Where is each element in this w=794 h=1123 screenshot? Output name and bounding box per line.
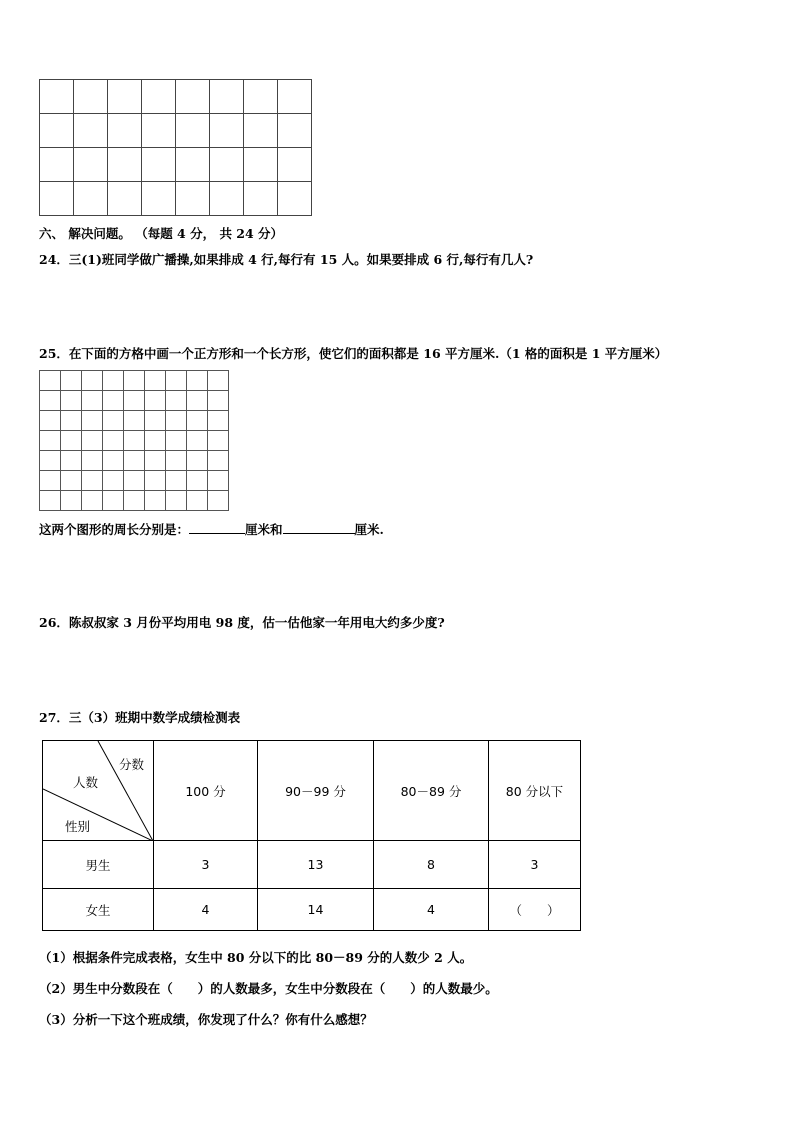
drawing-grid-cell[interactable] xyxy=(103,491,124,511)
top-grid-cell xyxy=(176,148,210,182)
drawing-grid-cell[interactable] xyxy=(40,411,61,431)
top-grid-cell xyxy=(74,114,108,148)
drawing-grid[interactable] xyxy=(39,370,229,511)
cell-boys-100: 3 xyxy=(154,841,258,889)
top-grid-cell xyxy=(40,182,74,216)
top-grid-cell xyxy=(278,148,312,182)
row-label-boys: 男生 xyxy=(43,841,154,889)
cell-girls-90-99: 14 xyxy=(258,889,374,931)
header-diagonal-cell xyxy=(43,741,154,841)
col-header-100: 100 分 xyxy=(154,741,258,841)
drawing-grid-cell[interactable] xyxy=(82,491,103,511)
drawing-grid-cell[interactable] xyxy=(124,371,145,391)
drawing-grid-row xyxy=(40,391,229,411)
drawing-grid-cell[interactable] xyxy=(61,371,82,391)
drawing-grid-cell[interactable] xyxy=(61,491,82,511)
top-grid-cell xyxy=(74,148,108,182)
drawing-grid-row xyxy=(40,491,229,511)
drawing-grid-cell[interactable] xyxy=(145,451,166,471)
cell-girls-80-89: 4 xyxy=(374,889,489,931)
drawing-grid-cell[interactable] xyxy=(40,491,61,511)
drawing-grid-cell[interactable] xyxy=(82,411,103,431)
drawing-grid-cell[interactable] xyxy=(124,451,145,471)
drawing-grid-cell[interactable] xyxy=(40,391,61,411)
question-27-title: 27．三（3）班期中数学成绩检测表 xyxy=(39,710,241,725)
drawing-grid-cell[interactable] xyxy=(61,391,82,411)
perimeter-mid: 厘米和 xyxy=(245,522,283,537)
top-grid-cell xyxy=(278,80,312,114)
drawing-grid-cell[interactable] xyxy=(103,391,124,411)
top-grid-row xyxy=(40,114,312,148)
drawing-grid-cell[interactable] xyxy=(61,411,82,431)
drawing-grid-cell[interactable] xyxy=(166,391,187,411)
cell-boys-90-99: 13 xyxy=(258,841,374,889)
col-header-90-99: 90－99 分 xyxy=(258,741,374,841)
drawing-grid-cell[interactable] xyxy=(187,391,208,411)
perimeter-blank-1[interactable] xyxy=(189,521,245,534)
drawing-grid-cell[interactable] xyxy=(103,371,124,391)
drawing-grid-cell[interactable] xyxy=(82,391,103,411)
drawing-grid-cell[interactable] xyxy=(187,491,208,511)
drawing-grid-cell[interactable] xyxy=(145,431,166,451)
top-grid-row xyxy=(40,80,312,114)
cell-girls-below-80[interactable]: （ ） xyxy=(489,889,581,931)
drawing-grid-cell[interactable] xyxy=(208,411,229,431)
drawing-grid-cell[interactable] xyxy=(145,371,166,391)
top-grid-cell xyxy=(278,114,312,148)
top-grid-cell xyxy=(74,182,108,216)
drawing-grid-cell[interactable] xyxy=(82,471,103,491)
top-grid-cell xyxy=(176,182,210,216)
drawing-grid-cell[interactable] xyxy=(208,391,229,411)
drawing-grid-cell[interactable] xyxy=(145,471,166,491)
top-grid-cell xyxy=(244,80,278,114)
top-grid-cell xyxy=(108,114,142,148)
drawing-grid-cell[interactable] xyxy=(145,491,166,511)
drawing-grid-cell[interactable] xyxy=(187,371,208,391)
drawing-grid-cell[interactable] xyxy=(124,471,145,491)
top-grid-cell xyxy=(244,114,278,148)
drawing-grid-cell[interactable] xyxy=(166,431,187,451)
top-grid-cell xyxy=(176,80,210,114)
drawing-grid-cell[interactable] xyxy=(145,391,166,411)
drawing-grid-cell[interactable] xyxy=(166,491,187,511)
drawing-grid-cell[interactable] xyxy=(103,451,124,471)
top-grid-cell xyxy=(108,148,142,182)
top-grid xyxy=(39,79,312,216)
top-grid-cell xyxy=(210,148,244,182)
perimeter-blank-2[interactable] xyxy=(283,521,355,534)
drawing-grid-cell[interactable] xyxy=(82,371,103,391)
drawing-grid-cell[interactable] xyxy=(124,431,145,451)
drawing-grid-cell[interactable] xyxy=(103,471,124,491)
drawing-grid-cell[interactable] xyxy=(61,471,82,491)
top-grid-cell xyxy=(142,114,176,148)
drawing-grid-cell[interactable] xyxy=(124,391,145,411)
top-grid-cell xyxy=(108,80,142,114)
perimeter-suffix: 厘米. xyxy=(354,522,384,537)
drawing-grid-row xyxy=(40,451,229,471)
drawing-grid-cell[interactable] xyxy=(166,471,187,491)
cell-boys-80-89: 8 xyxy=(374,841,489,889)
drawing-grid-cell[interactable] xyxy=(187,471,208,491)
top-grid-cell xyxy=(142,182,176,216)
top-grid-cell xyxy=(210,114,244,148)
top-grid-cell xyxy=(176,114,210,148)
top-grid-cell xyxy=(40,148,74,182)
drawing-grid-row xyxy=(40,411,229,431)
drawing-grid-cell[interactable] xyxy=(208,371,229,391)
cell-boys-below-80: 3 xyxy=(489,841,581,889)
header-score-label: 分数 xyxy=(119,757,145,772)
drawing-grid-cell[interactable] xyxy=(187,411,208,431)
top-grid-cell xyxy=(108,182,142,216)
drawing-grid-cell[interactable] xyxy=(187,431,208,451)
drawing-grid-cell[interactable] xyxy=(208,431,229,451)
drawing-grid-cell[interactable] xyxy=(40,431,61,451)
drawing-grid-cell[interactable] xyxy=(187,451,208,471)
drawing-grid-cell[interactable] xyxy=(124,491,145,511)
sub-question-2: （2）男生中分数段在（ ）的人数最多，女生中分数段在（ ）的人数最少。 xyxy=(39,981,498,996)
drawing-grid-cell[interactable] xyxy=(82,451,103,471)
drawing-grid-cell[interactable] xyxy=(61,451,82,471)
top-grid-cell xyxy=(210,80,244,114)
top-grid-row xyxy=(40,182,312,216)
score-table xyxy=(42,740,581,931)
header-people-label: 人数 xyxy=(73,775,99,790)
header-gender-label: 性别 xyxy=(65,819,91,834)
top-grid-cell xyxy=(244,148,278,182)
question-25: 25．在下面的方格中画一个正方形和一个长方形，使它们的面积都是 16 平方厘米.（1 格的面积是 1 平方厘米） xyxy=(39,346,668,361)
drawing-grid-cell[interactable] xyxy=(166,371,187,391)
drawing-grid-cell[interactable] xyxy=(103,411,124,431)
col-header-below-80: 80 分以下 xyxy=(489,741,581,841)
top-grid-cell xyxy=(244,182,278,216)
drawing-grid-cell[interactable] xyxy=(208,471,229,491)
drawing-grid-cell[interactable] xyxy=(61,431,82,451)
drawing-grid-cell[interactable] xyxy=(40,451,61,471)
drawing-grid-row xyxy=(40,431,229,451)
table-row-girls xyxy=(43,889,581,931)
drawing-grid-cell[interactable] xyxy=(103,431,124,451)
perimeter-prefix: 这两个图形的周长分别是： xyxy=(39,522,190,537)
drawing-grid-cell[interactable] xyxy=(208,491,229,511)
drawing-grid-row xyxy=(40,471,229,491)
top-grid-row xyxy=(40,148,312,182)
drawing-grid-cell[interactable] xyxy=(82,431,103,451)
sub-question-3: （3）分析一下这个班成绩，你发现了什么？你有什么感想？ xyxy=(39,1012,373,1027)
top-grid-cell xyxy=(210,182,244,216)
question-24: 24．三(1)班同学做广播操,如果排成 4 行,每行有 15 人。如果要排成 6 行,每行有几人? xyxy=(39,252,534,267)
top-grid-cell xyxy=(40,114,74,148)
drawing-grid-cell[interactable] xyxy=(166,411,187,431)
top-grid-cell xyxy=(142,80,176,114)
sub-question-1: （1）根据条件完成表格，女生中 80 分以下的比 80－89 分的人数少 2 人。 xyxy=(39,950,473,965)
drawing-grid-cell[interactable] xyxy=(145,411,166,431)
top-grid-cell xyxy=(278,182,312,216)
perimeter-line xyxy=(39,520,384,538)
table-row-boys xyxy=(43,841,581,889)
section-6-heading: 六、 解决问题。 （每题 4 分， 共 24 分） xyxy=(39,226,284,241)
drawing-grid-cell[interactable] xyxy=(40,471,61,491)
cell-girls-100: 4 xyxy=(154,889,258,931)
question-26: 26．陈叔叔家 3 月份平均用电 98 度，估一估他家一年用电大约多少度? xyxy=(39,615,445,630)
row-label-girls: 女生 xyxy=(43,889,154,931)
drawing-grid-cell[interactable] xyxy=(40,371,61,391)
drawing-grid-cell[interactable] xyxy=(166,451,187,471)
drawing-grid-row xyxy=(40,371,229,391)
drawing-grid-cell[interactable] xyxy=(208,451,229,471)
top-grid-cell xyxy=(142,148,176,182)
drawing-grid-cell[interactable] xyxy=(124,411,145,431)
top-grid-cell xyxy=(74,80,108,114)
col-header-80-89: 80－89 分 xyxy=(374,741,489,841)
top-grid-cell xyxy=(40,80,74,114)
